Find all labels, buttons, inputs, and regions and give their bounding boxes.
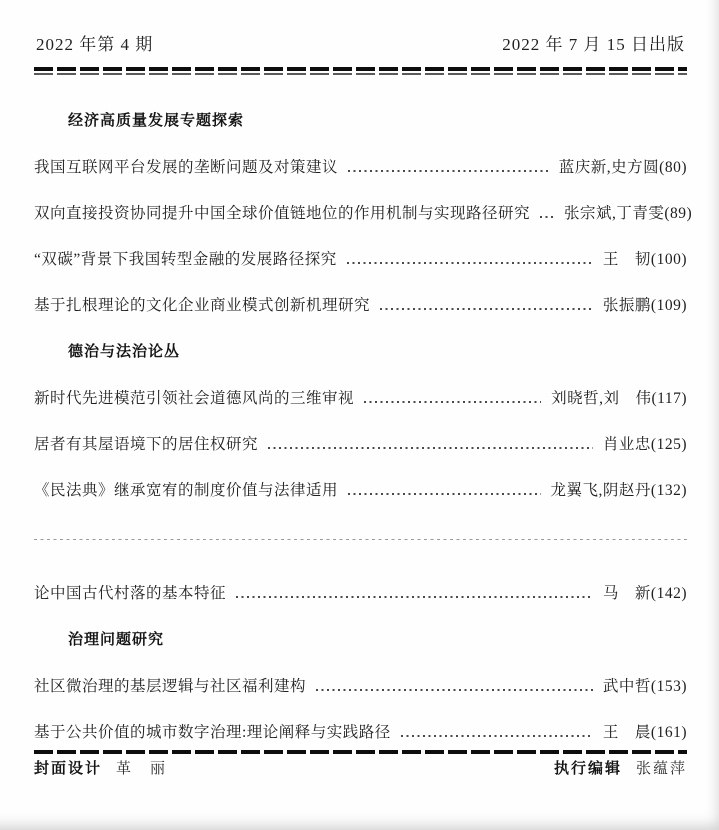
toc-entry (34, 677, 687, 697)
footer-credits (34, 759, 687, 779)
toc-entry (34, 250, 687, 270)
article-title: 我国互联网平台发展的垄断问题及对策建议 (34, 158, 339, 176)
toc-entry (34, 389, 687, 409)
footer-rule (34, 750, 687, 754)
table-of-contents (34, 111, 693, 743)
toc-entry (34, 296, 687, 316)
dot-leader (348, 493, 541, 495)
article-authors-page: 马 新(142) (602, 584, 687, 602)
article-title: 社区微治理的基层逻辑与社区福利建构 (34, 677, 307, 695)
dotted-divider (34, 539, 687, 540)
article-title: 居者有其屋语境下的居住权研究 (34, 435, 259, 453)
dot-leader (401, 735, 593, 737)
executive-editor-name: 张蕴萍 (635, 761, 687, 777)
toc-entry (34, 158, 687, 178)
article-authors-page: 龙翼飞,阴赵丹(132) (550, 481, 687, 499)
article-authors-page: 武中哲(153) (602, 677, 687, 695)
footer (34, 750, 687, 779)
cover-design-credit (34, 759, 167, 779)
article-title: 论中国古代村落的基本特征 (34, 584, 227, 602)
executive-editor-credit (554, 759, 687, 779)
cover-design-name: 革 丽 (116, 761, 168, 777)
executive-editor-label: 执行编辑 (553, 760, 622, 777)
toc-entry (34, 435, 687, 455)
toc-entry (34, 584, 687, 604)
dot-leader (316, 689, 593, 691)
dot-leader (268, 447, 593, 449)
masthead-rule-thin (34, 73, 687, 75)
toc-entry (34, 481, 687, 501)
dot-leader (236, 596, 593, 598)
issue-number: 2022 年第 4 期 (36, 35, 154, 54)
publish-date: 2022 年 7 月 15 日出版 (502, 35, 685, 54)
article-authors-page: 肖业忠(125) (602, 435, 687, 453)
dot-leader (364, 401, 541, 403)
article-authors-page: 张宗斌,丁青雯(89) (564, 204, 693, 222)
masthead (34, 26, 687, 55)
dot-leader (348, 170, 549, 172)
toc-entry (34, 204, 693, 224)
dot-leader (347, 262, 593, 264)
article-authors-page: 王 韧(100) (602, 250, 687, 268)
section-heading: 德治与法治论丛 (68, 342, 181, 360)
article-authors-page: 王 晨(161) (602, 723, 687, 741)
article-title: 基于扎根理论的文化企业商业模式创新机理研究 (34, 296, 371, 314)
article-authors-page: 蓝庆新,史方圆(80) (558, 158, 687, 176)
article-title: “双碳”背景下我国转型金融的发展路径探究 (34, 250, 337, 268)
article-authors-page: 张振鹏(109) (602, 296, 687, 314)
article-title: 基于公共价值的城市数字治理:理论阐释与实践路径 (34, 723, 391, 741)
dot-leader (380, 308, 593, 310)
article-title: 《民法典》继承宽宥的制度价值与法律适用 (34, 481, 339, 499)
section-heading: 治理问题研究 (68, 630, 165, 648)
article-title: 双向直接投资协同提升中国全球价值链地位的作用机制与实现路径研究 (34, 204, 531, 222)
article-title: 新时代先进模范引领社会道德风尚的三维审视 (34, 389, 355, 407)
masthead-rule (34, 67, 687, 75)
section-heading: 经济高质量发展专题探索 (68, 111, 245, 129)
masthead-rule-thick (34, 67, 687, 71)
cover-design-label: 封面设计 (34, 760, 103, 777)
toc-entry (34, 723, 687, 743)
article-authors-page: 刘晓哲,刘 伟(117) (551, 389, 687, 407)
dot-leader (540, 216, 554, 218)
